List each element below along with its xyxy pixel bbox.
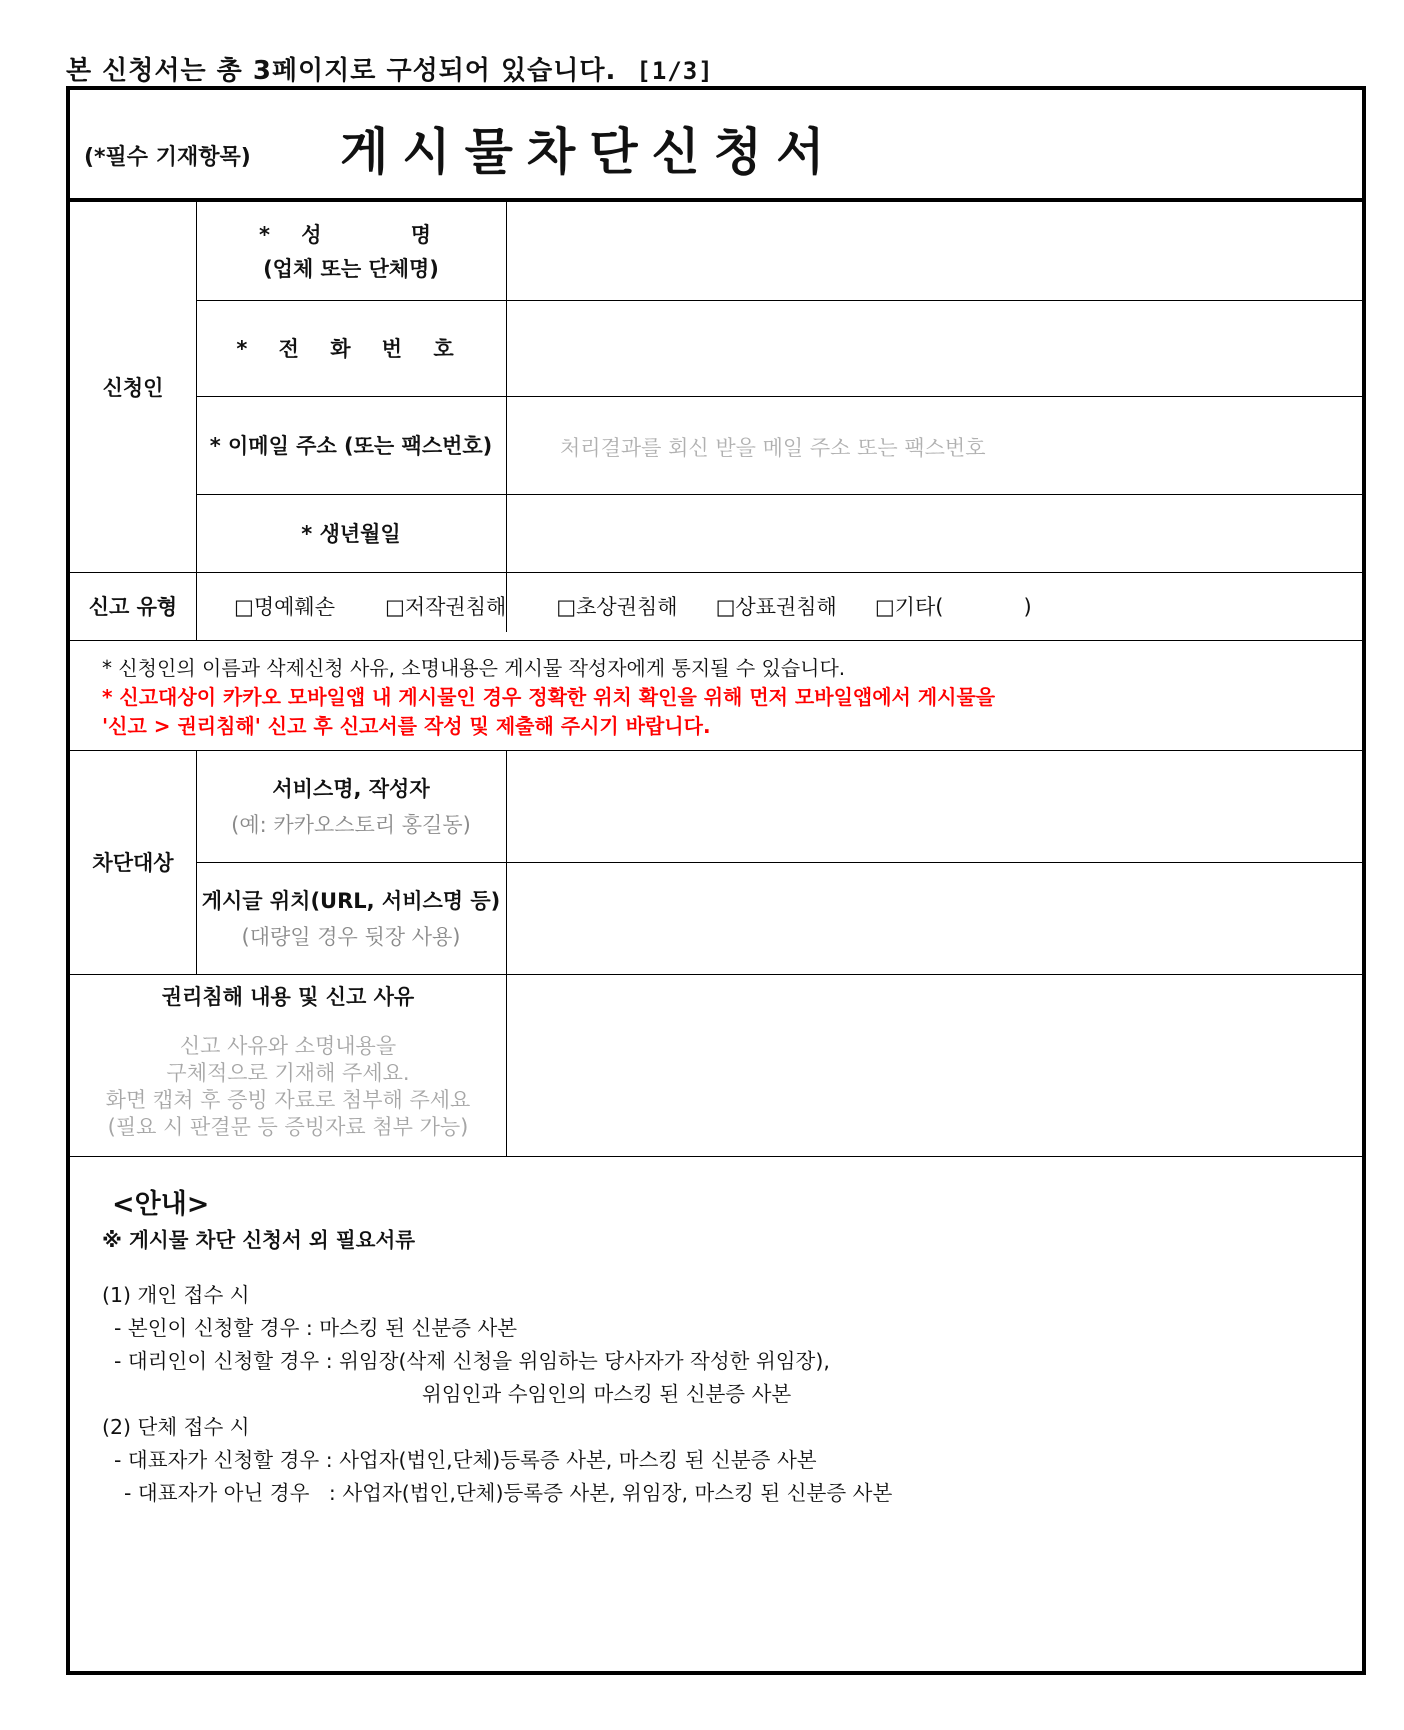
page-info-text: 본 신청서는 총 3페이지로 구성되어 있습니다. — [66, 56, 617, 86]
guide-subtitle: ※ 게시물 차단 신청서 외 필요서류 — [102, 1228, 416, 1252]
report-type-trademark-checkbox[interactable]: □상표권침해 — [715, 595, 837, 619]
reason-field[interactable] — [507, 974, 1362, 1156]
location-sublabel: (대량일 경우 뒷장 사용) — [241, 925, 461, 949]
applicant-section-label: 신청인 — [102, 376, 164, 400]
guide-item: - 본인이 신청할 경우 : 마스킹 된 신분증 사본 — [114, 1316, 518, 1340]
reason-label-text: 권리침해 내용 및 신고 사유 — [161, 985, 415, 1009]
notice-warning-line: '신고 > 권리침해' 신고 후 신고서를 작성 및 제출해 주시기 바랍니다. — [102, 714, 711, 738]
report-type-portrait-checkbox[interactable]: □초상권침해 — [556, 595, 678, 619]
reason-hint: 구체적으로 기재해 주세요. — [166, 1061, 410, 1085]
service-field[interactable] — [507, 750, 1362, 862]
report-type-label: 신고 유형 — [88, 595, 178, 619]
form-title-bar — [70, 90, 1362, 202]
reason-hint: 신고 사유와 소명내용을 — [179, 1034, 397, 1058]
notice-block — [102, 654, 995, 741]
required-note: (*필수 기재항목) — [84, 145, 251, 170]
birthdate-field[interactable] — [507, 494, 1362, 572]
location-field[interactable] — [507, 862, 1362, 974]
phone-field[interactable] — [507, 300, 1362, 396]
guide-item: (2) 단체 접수 시 — [102, 1415, 250, 1439]
report-type-other-checkbox[interactable]: □기타( ) — [874, 595, 1032, 619]
guide-item: - 대리인이 신청할 경우 : 위임장(삭제 신청을 위임하는 당사자가 작성한 위임장), — [114, 1349, 830, 1373]
divider — [70, 640, 1362, 641]
reason-hint: (필요 시 판결문 등 증빙자료 첨부 가능) — [107, 1115, 469, 1139]
name-field[interactable] — [507, 202, 1362, 300]
email-field-hint: 처리결과를 회신 받을 메일 주소 또는 팩스번호 — [560, 436, 986, 460]
reason-hint: 화면 캡쳐 후 증빙 자료로 첨부해 주세요 — [105, 1088, 471, 1112]
guide-item: - 대표자가 아닌 경우 : 사업자(법인,단체)등록증 사본, 위임장, 마스킹 된 신분증 사본 — [124, 1481, 893, 1505]
guide-section — [102, 1186, 892, 1510]
report-type-defamation-checkbox[interactable]: □명예훼손 — [234, 595, 335, 619]
service-example: (예: 카카오스토리 홍길동) — [231, 813, 471, 837]
guide-item: 위임인과 수임인의 마스킹 된 신분증 사본 — [422, 1382, 792, 1406]
report-type-copyright-checkbox[interactable]: □저작권침해 — [385, 595, 507, 619]
page-info — [66, 50, 714, 87]
notice-line: * 신청인의 이름과 삭제신청 사유, 소명내용은 게시물 작성자에게 통지될 수 있습니다. — [102, 656, 846, 680]
guide-item: - 대표자가 신청할 경우 : 사업자(법인,단체)등록증 사본, 마스킹 된 신분증 사본 — [114, 1448, 817, 1472]
email-label: * 이메일 주소 (또는 팩스번호) — [209, 434, 493, 458]
reason-label — [70, 974, 506, 1156]
phone-label: * 전 화 번 호 — [236, 337, 466, 361]
location-label — [196, 862, 506, 974]
application-form — [66, 86, 1366, 1675]
name-label-text: * 성 명 — [258, 223, 444, 247]
birthdate-label: * 생년월일 — [301, 522, 401, 546]
form-title: 게시물차단신청서 — [340, 123, 839, 181]
name-label — [196, 202, 506, 300]
name-sublabel: (업체 또는 단체명) — [263, 257, 439, 281]
service-label — [196, 750, 506, 862]
service-label-text: 서비스명, 작성자 — [272, 777, 430, 801]
target-section-label: 차단대상 — [92, 851, 174, 875]
notice-warning-line: * 신고대상이 카카오 모바일앱 내 게시물인 경우 정확한 위치 확인을 위해 먼저 모바일앱에서 게시물을 — [102, 685, 996, 709]
report-type-options — [196, 572, 1306, 640]
guide-title: <안내> — [112, 1189, 210, 1220]
location-label-text: 게시글 위치(URL, 서비스명 등) — [201, 889, 501, 913]
guide-item: (1) 개인 접수 시 — [102, 1283, 250, 1307]
divider — [70, 1156, 1362, 1157]
page-number: [1/3] — [636, 57, 714, 85]
